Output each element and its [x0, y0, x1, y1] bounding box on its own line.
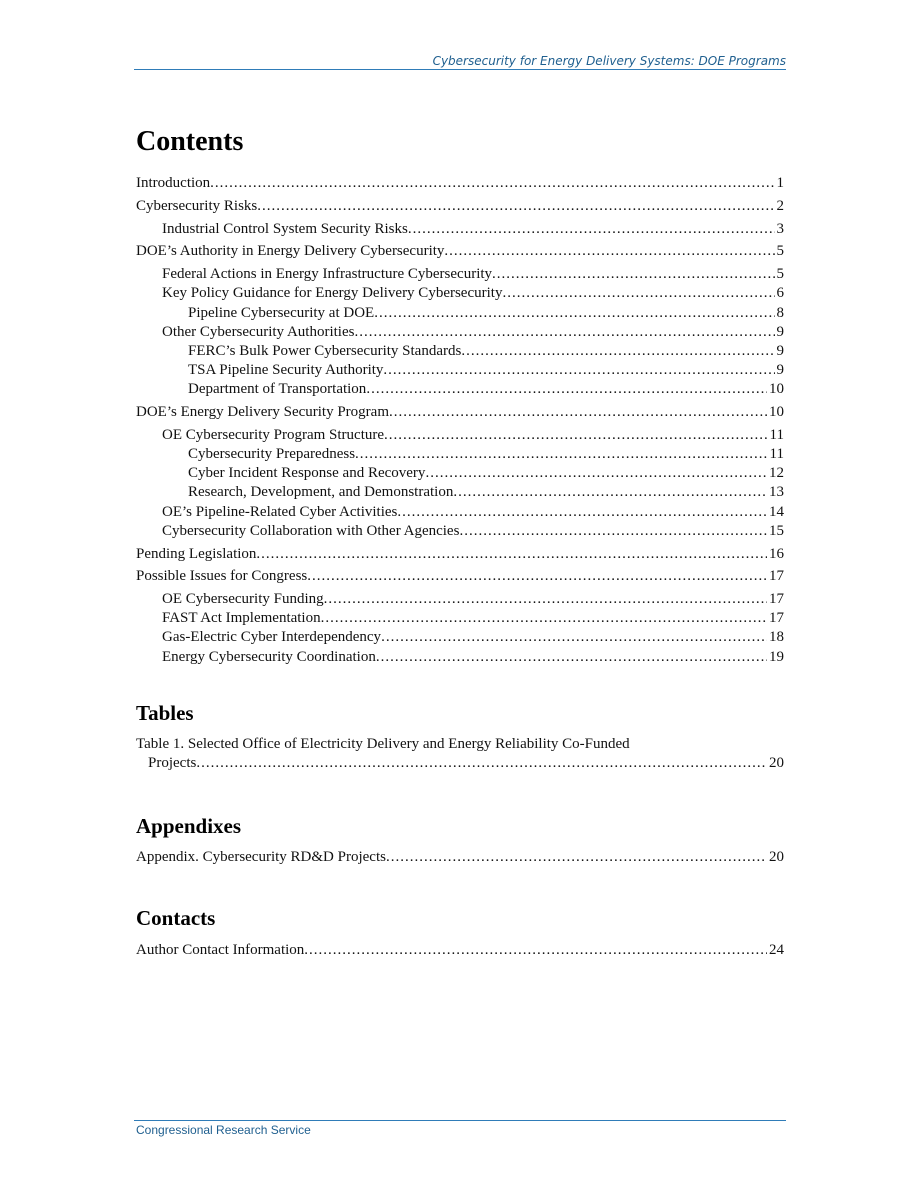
dot-leader: [196, 754, 767, 773]
contacts-heading: Contacts: [136, 906, 216, 930]
toc-entry-page: 24: [769, 942, 784, 958]
toc-entry-title: Gas-Electric Cyber Interdependency: [162, 629, 382, 646]
toc-entry[interactable]: [136, 242, 784, 261]
toc-entry[interactable]: [136, 445, 784, 464]
dot-leader: [384, 426, 768, 444]
toc-entry-page: 17: [769, 568, 784, 585]
dot-leader: [366, 380, 767, 398]
appendixes-heading: Appendixes: [136, 814, 242, 838]
toc-entry[interactable]: [136, 590, 784, 609]
dot-leader: [355, 445, 768, 463]
toc-entry-page: 5: [776, 243, 784, 260]
dot-leader: [453, 483, 767, 501]
toc-entry-title: Author Contact Information: [136, 942, 305, 958]
dot-leader: [444, 242, 774, 260]
toc-entry[interactable]: [136, 426, 784, 445]
toc-entry-page: 13: [769, 484, 784, 501]
dot-leader: [408, 220, 775, 238]
toc-entry[interactable]: [136, 464, 784, 483]
toc-entry-title: OE’s Pipeline-Related Cyber Activities: [162, 503, 398, 520]
toc-entry-title: Other Cybersecurity Authorities: [162, 323, 355, 340]
toc-entry-page: 10: [769, 404, 784, 421]
toc-entry-appendix[interactable]: [136, 848, 784, 867]
toc-entry[interactable]: [136, 361, 784, 380]
toc-entry-title: Key Policy Guidance for Energy Delivery Cybersecurity: [162, 285, 503, 302]
toc-entry[interactable]: [136, 323, 784, 342]
running-header: Cybersecurity for Energy Delivery Systems: DOE Programs: [432, 54, 786, 68]
toc-entry-title: Introduction: [136, 175, 211, 191]
toc-entry[interactable]: [136, 503, 784, 522]
contents-list: [136, 174, 784, 667]
dot-leader: [381, 628, 767, 646]
dot-leader: [256, 545, 767, 563]
toc-entry-page: 8: [776, 304, 784, 321]
toc-entry-page: 5: [776, 266, 784, 283]
toc-entry[interactable]: [136, 522, 784, 541]
toc-entry-table-1[interactable]: [136, 735, 784, 773]
toc-entry[interactable]: [136, 304, 784, 323]
dot-leader: [376, 648, 767, 666]
header-rule: [134, 69, 786, 70]
toc-entry-title-continued: Projects: [148, 755, 197, 771]
toc-entry-page: 19: [769, 648, 784, 665]
toc-entry-title: DOE’s Authority in Energy Delivery Cybersecurity: [136, 243, 445, 260]
toc-entry-title: Cybersecurity Preparedness: [188, 446, 356, 462]
toc-entry-title: TSA Pipeline Security Authority: [188, 362, 384, 379]
toc-entry-page: 17: [769, 610, 784, 627]
toc-entry-title: Pipeline Cybersecurity at DOE: [188, 304, 375, 321]
dot-leader: [354, 323, 774, 341]
dot-leader: [321, 609, 767, 627]
dot-leader: [304, 941, 767, 959]
toc-entry[interactable]: [136, 380, 784, 399]
toc-entry[interactable]: [136, 197, 784, 216]
toc-entry-page: 1: [776, 175, 784, 191]
toc-entry-page: 10: [769, 381, 784, 398]
dot-leader: [492, 265, 774, 283]
toc-entry-title: OE Cybersecurity Program Structure: [162, 426, 385, 443]
toc-entry-title: Research, Development, and Demonstration: [188, 484, 454, 501]
dot-leader: [257, 197, 774, 215]
toc-entry-page: 6: [776, 285, 784, 302]
toc-entry-title: Table 1. Selected Office of Electricity Delivery and Energy Reliability Co-Funded: [136, 736, 630, 752]
toc-entry-page: 9: [776, 323, 784, 340]
toc-entry-page: 11: [769, 446, 784, 462]
toc-entry[interactable]: [136, 567, 784, 586]
dot-leader: [459, 522, 767, 540]
toc-entry-title: Cybersecurity Risks: [136, 197, 258, 214]
toc-entry-title: Possible Issues for Congress: [136, 568, 308, 585]
toc-entry-page: 20: [769, 849, 784, 865]
contacts-list: [136, 941, 784, 960]
toc-entry[interactable]: [136, 483, 784, 502]
toc-entry-title: Industrial Control System Security Risks: [162, 220, 408, 237]
toc-entry-title: Pending Legislation: [136, 545, 257, 562]
toc-entry[interactable]: [136, 265, 784, 284]
dot-leader: [461, 342, 774, 360]
toc-entry-page: 16: [769, 545, 784, 562]
toc-entry-title: Cyber Incident Response and Recovery: [188, 465, 426, 482]
toc-entry-page: 14: [769, 503, 784, 520]
footer-rule: [134, 1120, 786, 1121]
toc-entry-page: 12: [769, 465, 784, 482]
toc-entry-page: 9: [776, 362, 784, 379]
toc-entry[interactable]: [136, 174, 784, 193]
dot-leader: [425, 464, 767, 482]
toc-entry-page: 17: [769, 591, 784, 608]
toc-entry[interactable]: [136, 284, 784, 303]
toc-entry-page: 2: [776, 197, 784, 214]
toc-entry-page: 11: [769, 426, 784, 443]
toc-entry-title: Appendix. Cybersecurity RD&D Projects: [136, 849, 386, 865]
toc-entry-title: Energy Cybersecurity Coordination: [162, 648, 376, 665]
tables-heading: Tables: [136, 701, 194, 725]
toc-entry[interactable]: [136, 403, 784, 422]
toc-entry-page: 3: [776, 220, 784, 237]
toc-entry-title: OE Cybersecurity Funding: [162, 591, 324, 608]
toc-entry[interactable]: [136, 220, 784, 239]
toc-entry-title: Department of Transportation: [188, 381, 367, 398]
toc-entry[interactable]: [136, 545, 784, 564]
toc-entry[interactable]: [136, 628, 784, 647]
toc-entry[interactable]: [136, 342, 784, 361]
toc-entry-page: 15: [769, 522, 784, 539]
toc-entry[interactable]: [136, 609, 784, 628]
dot-leader: [397, 503, 767, 521]
footer-agency: Congressional Research Service: [136, 1123, 311, 1137]
toc-entry-page: 9: [776, 342, 784, 359]
dot-leader: [502, 284, 774, 302]
dot-leader: [210, 174, 774, 192]
dot-leader: [383, 361, 774, 379]
toc-entry-title: FERC’s Bulk Power Cybersecurity Standards: [188, 342, 462, 359]
toc-entry-title: FAST Act Implementation: [162, 610, 321, 627]
appendixes-list: [136, 848, 784, 867]
toc-entry-title: DOE’s Energy Delivery Security Program: [136, 404, 390, 421]
dot-leader: [389, 403, 767, 421]
toc-entry[interactable]: [136, 648, 784, 667]
dot-leader: [307, 567, 767, 585]
toc-entry-page: 20: [769, 755, 784, 771]
toc-entry-title: Cybersecurity Collaboration with Other Agencies: [162, 522, 460, 539]
dot-leader: [386, 848, 767, 866]
dot-leader: [324, 590, 767, 608]
contents-heading: Contents: [136, 126, 244, 157]
toc-entry-author-contact[interactable]: [136, 941, 784, 960]
toc-entry-page: 18: [769, 629, 784, 646]
dot-leader: [374, 304, 774, 322]
toc-entry-title: Federal Actions in Energy Infrastructure Cybersecurity: [162, 266, 493, 283]
